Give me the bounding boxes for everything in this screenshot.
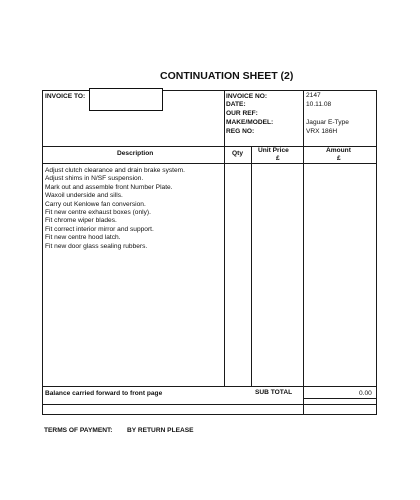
col-header-description: Description bbox=[117, 150, 154, 157]
col-header-qty: Qty bbox=[232, 150, 243, 157]
list-item: Fit new centre exhaust boxes (only). bbox=[45, 209, 151, 216]
col-divider-qty-right bbox=[251, 146, 252, 386]
footer-subtotal-line bbox=[303, 398, 377, 399]
reg-no-label: REG NO: bbox=[226, 128, 255, 135]
list-item: Fit correct interior mirror and support. bbox=[45, 225, 154, 233]
list-item: Fit new centre hood latch. bbox=[45, 234, 121, 242]
list-item: Adjust shims in N/SF suspension. bbox=[45, 175, 144, 183]
col-header-amount-currency: £ bbox=[337, 155, 341, 162]
redacted-address-box bbox=[89, 88, 163, 111]
col-divider-price-right bbox=[303, 146, 304, 415]
sub-total-label: SUB TOTAL bbox=[255, 389, 293, 396]
invoice-no-label: INVOICE NO: bbox=[226, 93, 268, 100]
invoice-to-label: INVOICE TO: bbox=[45, 93, 86, 100]
frame-left-border bbox=[42, 90, 43, 415]
footer-mid-line bbox=[42, 404, 377, 405]
col-header-amount: Amount bbox=[326, 147, 351, 154]
date-value: 10.11.08 bbox=[306, 101, 332, 108]
header-divider-left bbox=[224, 90, 225, 146]
make-model-label: MAKE/MODEL: bbox=[226, 119, 274, 126]
list-item: Adjust clutch clearance and drain brake system. bbox=[45, 167, 186, 174]
terms-of-payment-label: TERMS OF PAYMENT: bbox=[44, 427, 113, 434]
column-header-bottom-line bbox=[42, 163, 377, 164]
col-divider-qty-left bbox=[224, 146, 225, 386]
page-title: CONTINUATION SHEET (2) bbox=[160, 70, 294, 82]
col-header-unit-price-currency: £ bbox=[276, 155, 280, 162]
frame-bottom-border bbox=[42, 414, 377, 415]
list-item: Carry out Kenlowe fan conversion. bbox=[45, 200, 146, 208]
list-item: Waxoil underside and sills. bbox=[45, 192, 123, 200]
invoice-no-value: 2147 bbox=[306, 92, 321, 99]
footer-top-line bbox=[42, 386, 377, 387]
date-label: DATE: bbox=[226, 101, 246, 108]
list-item: Mark out and assemble front Number Plate. bbox=[45, 183, 173, 191]
make-model-value: Jaguar E-Type bbox=[306, 119, 349, 126]
our-ref-label: OUR REF: bbox=[226, 110, 258, 117]
header-divider-right bbox=[303, 90, 304, 146]
reg-no-value: VRX 186H bbox=[306, 128, 338, 135]
balance-forward-label: Balance carried forward to front page bbox=[45, 390, 163, 397]
sub-total-value: 0.00 bbox=[359, 390, 372, 397]
list-item: Fit new door glass sealing rubbers. bbox=[45, 242, 148, 250]
frame-right-border bbox=[376, 90, 377, 415]
list-item: Fit chrome wiper blades. bbox=[45, 217, 117, 225]
terms-of-payment-value: BY RETURN PLEASE bbox=[127, 427, 194, 434]
col-header-unit-price: Unit Price bbox=[258, 147, 289, 154]
